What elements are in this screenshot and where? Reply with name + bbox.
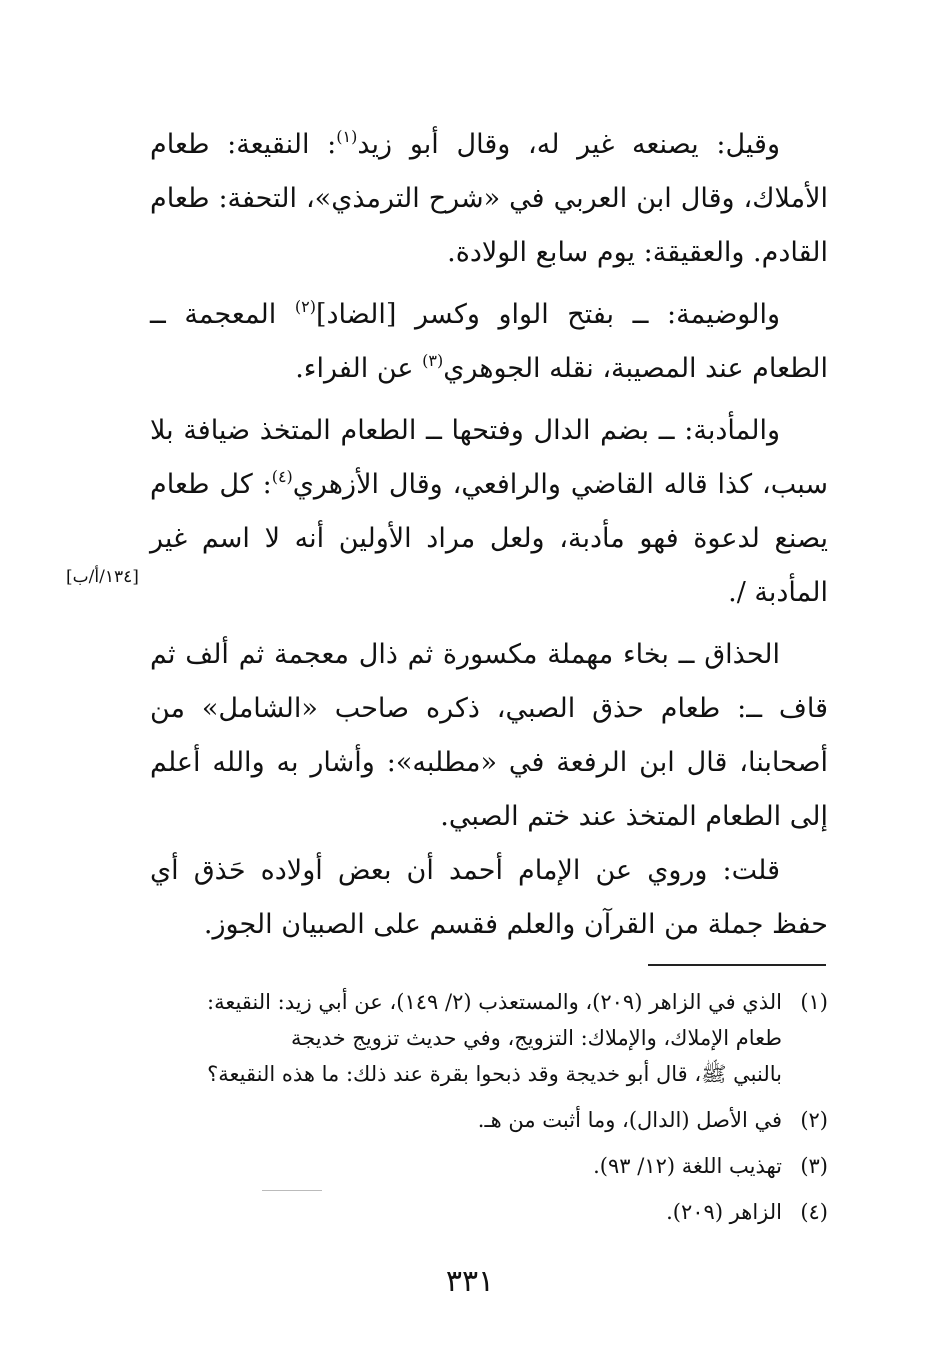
footnote-text bbox=[150, 1194, 782, 1230]
footnote-ref-2[interactable]: (٢) bbox=[294, 297, 316, 316]
footnote-line: الذي في الزاهر (٢٠٩)، والمستعذب (٢/ ١٤٩)، عن أبي زيد: النقيعة: bbox=[207, 990, 782, 1014]
footnotes-section bbox=[150, 984, 828, 1240]
footnote-ref-1[interactable]: (١) bbox=[336, 127, 358, 146]
footnote-2 bbox=[150, 1102, 828, 1138]
paragraph-5-text: قلت: وروي عن الإمام أحمد أن بعض أولاده حَذق أي حفظ جملة من القرآن والعلم فقسم على الصبيان الجوز. bbox=[150, 855, 828, 940]
footnote-number: (١) bbox=[800, 990, 828, 1014]
paragraph-1-text-b: : النقيعة: طعام الأملاك، وقال ابن العربي في «شرح الترمذي»، التحفة: طعام القادم. والعقيقة: يوم سابع الولادة. bbox=[150, 129, 828, 268]
paragraph-3-text-a: والمأدبة: ــ بضم الدال وفتحها ــ الطعام المتخذ ضيافة بلا سبب، كذا قاله القاضي والرافعي، وقال الأزهري bbox=[150, 415, 828, 500]
footnote-number: (٢) bbox=[800, 1108, 828, 1132]
footnote-line: تهذيب اللغة (١٢/ ٩٣). bbox=[593, 1154, 782, 1178]
paragraph-3 bbox=[150, 404, 828, 620]
paragraph-4-text: الحذاق ــ بخاء مهملة مكسورة ثم ذال معجمة ثم ألف ثم قاف ــ: طعام حذق الصبي، ذكره صاحب «الشامل» من أصحابنا، قال ابن الرفعة في «مطلبه»: وأشار به والله أعلم إلى الطعام المتخذ عند ختم الصبي. bbox=[150, 639, 828, 832]
paragraph-4 bbox=[150, 628, 828, 844]
footnote-number: (٤) bbox=[800, 1200, 828, 1224]
page-number: ٣٣١ bbox=[445, 1264, 495, 1299]
paragraph-3-text-b: : كل طعام يصنع لدعوة فهو مأدبة، ولعل مراد الأولين أنه لا اسم غير المأدبة /. bbox=[150, 469, 828, 608]
footnote-separator bbox=[648, 964, 826, 966]
paragraph-1-text-a: وقيل: يصنعه غير له، وقال أبو زيد bbox=[357, 129, 780, 160]
footnote-3 bbox=[150, 1148, 828, 1184]
footnote-line: طعام الإملاك، والإملاك: التزويج، وفي حديث تزويج خديجة bbox=[290, 1026, 782, 1050]
manuscript-folio-note: [١٣٤/أ/ب] bbox=[66, 567, 139, 587]
paragraph-2-text-a: والوضيمة: ــ بفتح الواو وكسر [الضاد] bbox=[315, 299, 780, 330]
footnote-line: بالنبي ﷺ، قال أبو خديجة وقد ذبحوا بقرة عند ذلك: ما هذه النقيعة؟ bbox=[207, 1062, 782, 1086]
footnote-ref-3[interactable]: (٣) bbox=[422, 351, 444, 370]
footnote-ref-4[interactable]: (٤) bbox=[271, 467, 293, 486]
paragraph-2 bbox=[150, 288, 828, 396]
paragraph-2-text-c: عن الفراء. bbox=[295, 353, 423, 384]
footnote-line: في الأصل (الدال)، وما أثبت من هـ. bbox=[477, 1108, 782, 1132]
footnote-number: (٣) bbox=[800, 1154, 828, 1178]
footnote-line: الزاهر (٢٠٩). bbox=[666, 1200, 782, 1224]
footnote-4 bbox=[150, 1194, 828, 1230]
paragraph-1 bbox=[150, 118, 828, 280]
footnote-text bbox=[150, 1148, 782, 1184]
paragraph-5 bbox=[150, 844, 828, 952]
scan-mark bbox=[262, 1190, 322, 1191]
footnote-1 bbox=[150, 984, 828, 1092]
paragraph-2-text-b: المعجمة ــ الطعام عند المصيبة، نقله الجوهري bbox=[150, 299, 828, 384]
footnote-text bbox=[150, 1102, 782, 1138]
footnote-text bbox=[150, 984, 782, 1092]
